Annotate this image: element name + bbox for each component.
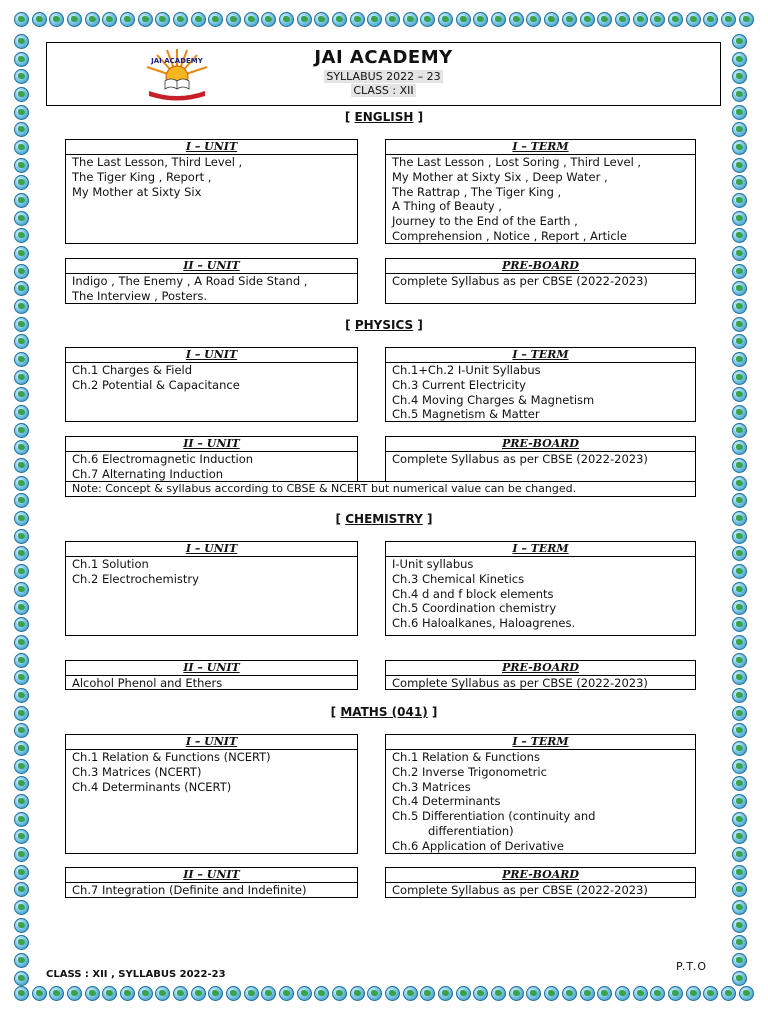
subject-heading-english: [ ENGLISH ]	[344, 110, 424, 124]
globe-icon	[14, 971, 29, 986]
list-item: A Thing of Beauty ,	[392, 199, 502, 214]
globe-icon	[544, 12, 559, 27]
globe-icon	[732, 600, 747, 615]
list-item: Comprehension , Notice , Report , Article	[392, 228, 627, 243]
list-item: Ch.4 d and f block elements	[392, 586, 554, 601]
box-title: PRE-BOARD	[386, 259, 695, 274]
globe-icon	[14, 865, 29, 880]
globe-icon	[85, 986, 100, 1001]
maths-term1-box	[385, 734, 696, 854]
globe-icon	[32, 986, 47, 1001]
globe-icon	[732, 87, 747, 102]
globe-icon	[686, 986, 701, 1001]
globe-icon	[732, 158, 747, 173]
globe-icon	[732, 52, 747, 67]
globe-icon	[14, 953, 29, 968]
box-title: II – UNIT	[66, 437, 357, 452]
english-term1-box	[385, 139, 696, 244]
globe-icon	[650, 12, 665, 27]
globe-icon	[686, 12, 701, 27]
globe-icon	[732, 281, 747, 296]
globe-icon	[732, 653, 747, 668]
list-item: Ch.7 Integration (Definite and Indefinite)	[72, 883, 307, 897]
globe-icon	[14, 423, 29, 438]
globe-icon	[732, 617, 747, 632]
globe-icon	[173, 12, 188, 27]
globe-icon	[14, 69, 29, 84]
globe-icon	[580, 986, 595, 1001]
list-item: Alcohol Phenol and Ethers	[72, 676, 223, 690]
globe-icon	[597, 12, 612, 27]
globe-icon	[367, 986, 382, 1001]
globe-icon	[732, 529, 747, 544]
globe-icon	[155, 986, 170, 1001]
globe-icon	[14, 458, 29, 473]
box-title: I – TERM	[386, 140, 695, 155]
subject-heading-maths: [ MATHS (041) ]	[330, 705, 438, 719]
globe-icon	[14, 370, 29, 385]
globe-icon	[721, 12, 736, 27]
globe-icon	[739, 12, 754, 27]
globe-icon	[102, 986, 117, 1001]
list-item: Ch.4 Determinants (NCERT)	[72, 779, 232, 794]
globe-icon	[615, 986, 630, 1001]
globe-icon	[385, 12, 400, 27]
list-item: The Last Lesson , Lost Soring , Third Level ,	[392, 155, 642, 169]
globe-icon	[49, 986, 64, 1001]
globe-icon	[226, 986, 241, 1001]
english-unit1-box	[65, 139, 358, 244]
list-item: Ch.4 Moving Charges & Magnetism	[392, 392, 595, 407]
list-item: Ch.1 Charges & Field	[72, 363, 193, 377]
globe-icon	[14, 741, 29, 756]
globe-icon	[732, 635, 747, 650]
globe-icon	[14, 476, 29, 491]
list-item: Complete Syllabus as per CBSE (2022-2023)	[392, 883, 648, 897]
globe-icon	[14, 228, 29, 243]
box-title: II – UNIT	[66, 868, 357, 883]
globe-icon	[14, 12, 29, 27]
globe-icon	[597, 986, 612, 1001]
globe-icon	[732, 723, 747, 738]
globe-icon	[732, 246, 747, 261]
list-item: Ch.5 Magnetism & Matter	[392, 407, 540, 422]
physics-note: Note: Concept & syllabus according to CBSE & NCERT but numerical value can be changed.	[65, 481, 696, 497]
globe-icon	[732, 935, 747, 950]
globe-icon	[14, 158, 29, 173]
globe-icon	[732, 352, 747, 367]
globe-icon	[562, 986, 577, 1001]
globe-icon	[473, 986, 488, 1001]
globe-icon	[138, 12, 153, 27]
english-preboard-box	[385, 258, 696, 304]
globe-icon	[350, 986, 365, 1001]
globe-icon	[138, 986, 153, 1001]
globe-icon	[14, 900, 29, 915]
globe-icon	[14, 34, 29, 49]
globe-icon	[85, 12, 100, 27]
globe-icon	[544, 986, 559, 1001]
globe-icon	[732, 228, 747, 243]
border-left	[14, 34, 36, 986]
list-item: Ch.6 Haloalkanes, Haloagrenes.	[392, 616, 576, 631]
globe-icon	[732, 493, 747, 508]
maths-unit1-box	[65, 734, 358, 854]
globe-icon	[155, 12, 170, 27]
border-right	[732, 34, 754, 986]
globe-icon	[732, 688, 747, 703]
globe-icon	[473, 12, 488, 27]
globe-icon	[732, 264, 747, 279]
box-title: II – UNIT	[66, 259, 357, 274]
globe-icon	[261, 12, 276, 27]
globe-icon	[509, 12, 524, 27]
globe-icon	[14, 122, 29, 137]
list-item: Ch.5 Coordination chemistry	[392, 601, 557, 616]
globe-icon	[14, 812, 29, 827]
globe-icon	[14, 493, 29, 508]
box-title: I – UNIT	[66, 735, 357, 750]
globe-icon	[14, 635, 29, 650]
list-item: Indigo , The Enemy , A Road Side Stand ,	[72, 274, 308, 288]
box-title: PRE-BOARD	[386, 437, 695, 452]
globe-icon	[14, 281, 29, 296]
list-item: The Rattrap , The Tiger King ,	[392, 184, 562, 199]
globe-icon	[14, 264, 29, 279]
list-item: I-Unit syllabus	[392, 557, 474, 571]
list-item: My Mother at Sixty Six	[72, 184, 202, 199]
globe-icon	[732, 440, 747, 455]
list-item: Ch.3 Current Electricity	[392, 377, 526, 392]
globe-icon	[732, 69, 747, 84]
globe-icon	[526, 12, 541, 27]
globe-icon	[732, 759, 747, 774]
globe-icon	[703, 12, 718, 27]
globe-icon	[279, 12, 294, 27]
globe-icon	[14, 529, 29, 544]
globe-icon	[14, 617, 29, 632]
globe-icon	[562, 12, 577, 27]
globe-icon	[297, 986, 312, 1001]
globe-icon	[732, 387, 747, 402]
globe-icon	[314, 12, 329, 27]
globe-icon	[14, 582, 29, 597]
globe-icon	[14, 794, 29, 809]
list-item: Ch.2 Potential & Capacitance	[72, 377, 240, 392]
border-bottom	[14, 986, 754, 1008]
chemistry-preboard-box	[385, 660, 696, 690]
class-label: CLASS : XII	[353, 84, 414, 97]
globe-icon	[739, 986, 754, 1001]
globe-icon	[732, 122, 747, 137]
globe-icon	[332, 12, 347, 27]
chemistry-unit1-box	[65, 541, 358, 636]
globe-icon	[491, 986, 506, 1001]
globe-icon	[332, 986, 347, 1001]
school-name: JAI ACADEMY	[314, 47, 453, 68]
globe-icon	[208, 986, 223, 1001]
list-item: Ch.7 Alternating Induction	[72, 466, 224, 481]
globe-icon	[67, 12, 82, 27]
globe-icon	[732, 953, 747, 968]
globe-icon	[208, 12, 223, 27]
globe-icon	[14, 986, 29, 1001]
globe-icon	[403, 986, 418, 1001]
box-title: I – TERM	[386, 735, 695, 750]
globe-icon	[668, 986, 683, 1001]
globe-icon	[14, 935, 29, 950]
list-item: Ch.1 Relation & Functions (NCERT)	[72, 750, 271, 764]
globe-icon	[732, 193, 747, 208]
globe-icon	[173, 986, 188, 1001]
pto-label: P.T.O	[676, 960, 707, 973]
globe-icon	[14, 546, 29, 561]
globe-icon	[14, 776, 29, 791]
list-item: The Last Lesson, Third Level ,	[72, 155, 243, 169]
subject-heading-physics: [ PHYSICS ]	[345, 318, 423, 332]
footer-class-syllabus: CLASS : XII , SYLLABUS 2022-23	[46, 969, 226, 980]
box-title: I – UNIT	[66, 348, 357, 363]
list-item: Ch.5 Differentiation (continuity and	[392, 809, 596, 824]
globe-icon	[732, 211, 747, 226]
page-header	[46, 42, 721, 106]
globe-icon	[14, 387, 29, 402]
list-item: The Interview , Posters.	[72, 288, 207, 303]
globe-icon	[14, 670, 29, 685]
globe-icon	[14, 52, 29, 67]
box-title: I – UNIT	[66, 140, 357, 155]
globe-icon	[456, 12, 471, 27]
globe-icon	[732, 423, 747, 438]
globe-icon	[385, 986, 400, 1001]
globe-icon	[732, 971, 747, 986]
globe-icon	[191, 12, 206, 27]
globe-icon	[14, 440, 29, 455]
list-item: Ch.6 Application of Derivative	[392, 838, 564, 853]
globe-icon	[14, 564, 29, 579]
syllabus-year: SYLLABUS 2022 – 23	[326, 70, 441, 83]
globe-icon	[261, 986, 276, 1001]
globe-icon	[14, 175, 29, 190]
globe-icon	[732, 794, 747, 809]
globe-icon	[14, 193, 29, 208]
box-title: I – TERM	[386, 542, 695, 557]
globe-icon	[668, 12, 683, 27]
globe-icon	[732, 900, 747, 915]
box-title: I – UNIT	[66, 542, 357, 557]
maths-unit2-box	[65, 867, 358, 898]
list-item: Ch.3 Chemical Kinetics	[392, 571, 525, 586]
globe-icon	[732, 34, 747, 49]
globe-icon	[732, 865, 747, 880]
globe-icon	[732, 829, 747, 844]
globe-icon	[49, 12, 64, 27]
list-item: The Tiger King , Report ,	[72, 169, 212, 184]
physics-unit2-box	[65, 436, 358, 482]
globe-icon	[314, 986, 329, 1001]
svg-text:JAI ACADEMY: JAI ACADEMY	[151, 57, 203, 65]
globe-icon	[732, 582, 747, 597]
globe-icon	[732, 882, 747, 897]
globe-icon	[14, 847, 29, 862]
globe-icon	[732, 918, 747, 933]
globe-icon	[732, 847, 747, 862]
globe-icon	[120, 986, 135, 1001]
globe-icon	[367, 12, 382, 27]
globe-icon	[14, 334, 29, 349]
globe-icon	[67, 986, 82, 1001]
physics-unit1-box	[65, 347, 358, 422]
list-item: Ch.3 Matrices	[392, 779, 471, 794]
english-unit2-box	[65, 258, 358, 304]
globe-icon	[102, 12, 117, 27]
globe-icon	[732, 776, 747, 791]
globe-icon	[732, 812, 747, 827]
globe-icon	[191, 986, 206, 1001]
globe-icon	[350, 12, 365, 27]
border-top	[14, 12, 754, 34]
globe-icon	[297, 12, 312, 27]
globe-icon	[721, 986, 736, 1001]
subject-heading-chemistry: [ CHEMISTRY ]	[335, 512, 433, 526]
chemistry-term1-box	[385, 541, 696, 636]
list-item: Complete Syllabus as per CBSE (2022-2023)	[392, 274, 648, 288]
physics-preboard-box	[385, 436, 696, 482]
globe-icon	[732, 670, 747, 685]
globe-icon	[732, 564, 747, 579]
globe-icon	[14, 918, 29, 933]
chemistry-unit2-box	[65, 660, 358, 690]
list-item: Ch.1 Solution	[72, 557, 149, 571]
globe-icon	[491, 12, 506, 27]
globe-icon	[633, 12, 648, 27]
globe-icon	[279, 986, 294, 1001]
globe-icon	[732, 476, 747, 491]
globe-icon	[14, 211, 29, 226]
physics-term1-box	[385, 347, 696, 422]
globe-icon	[226, 12, 241, 27]
list-item: Ch.3 Matrices (NCERT)	[72, 764, 202, 779]
globe-icon	[420, 12, 435, 27]
list-item: Ch.4 Determinants	[392, 794, 501, 809]
globe-icon	[732, 458, 747, 473]
globe-icon	[14, 653, 29, 668]
globe-icon	[244, 12, 259, 27]
globe-icon	[732, 299, 747, 314]
globe-icon	[14, 723, 29, 738]
globe-icon	[14, 405, 29, 420]
globe-icon	[732, 334, 747, 349]
globe-icon	[438, 986, 453, 1001]
globe-icon	[732, 741, 747, 756]
box-title: PRE-BOARD	[386, 868, 695, 883]
globe-icon	[14, 600, 29, 615]
globe-icon	[14, 299, 29, 314]
list-item: Ch.1+Ch.2 I-Unit Syllabus	[392, 363, 541, 377]
globe-icon	[509, 986, 524, 1001]
list-item: Ch.2 Inverse Trigonometric	[392, 764, 547, 779]
globe-icon	[650, 986, 665, 1001]
box-title: II – UNIT	[66, 661, 357, 676]
maths-preboard-box	[385, 867, 696, 898]
globe-icon	[732, 370, 747, 385]
globe-icon	[32, 12, 47, 27]
globe-icon	[14, 140, 29, 155]
globe-icon	[14, 352, 29, 367]
box-title: PRE-BOARD	[386, 661, 695, 676]
globe-icon	[732, 405, 747, 420]
globe-icon	[732, 546, 747, 561]
list-item: Ch.6 Electromagnetic Induction	[72, 452, 254, 466]
globe-icon	[703, 986, 718, 1001]
globe-icon	[14, 87, 29, 102]
list-item: Journey to the End of the Earth ,	[392, 214, 578, 229]
globe-icon	[244, 986, 259, 1001]
globe-icon	[420, 986, 435, 1001]
globe-icon	[732, 140, 747, 155]
list-item: Complete Syllabus as per CBSE (2022-2023)	[392, 676, 648, 690]
list-item: Complete Syllabus as per CBSE (2022-2023)	[392, 452, 648, 466]
globe-icon	[615, 12, 630, 27]
globe-icon	[732, 175, 747, 190]
globe-icon	[14, 246, 29, 261]
globe-icon	[14, 688, 29, 703]
globe-icon	[14, 882, 29, 897]
list-item: Ch.2 Electrochemistry	[72, 571, 199, 586]
globe-icon	[633, 986, 648, 1001]
globe-icon	[403, 12, 418, 27]
globe-icon	[14, 759, 29, 774]
globe-icon	[438, 12, 453, 27]
box-title: I – TERM	[386, 348, 695, 363]
list-item: Ch.1 Relation & Functions	[392, 750, 540, 764]
list-item: differentiation)	[428, 823, 514, 838]
globe-icon	[14, 829, 29, 844]
globe-icon	[580, 12, 595, 27]
globe-icon	[526, 986, 541, 1001]
globe-icon	[120, 12, 135, 27]
list-item: My Mother at Sixty Six , Deep Water ,	[392, 169, 608, 184]
globe-icon	[456, 986, 471, 1001]
